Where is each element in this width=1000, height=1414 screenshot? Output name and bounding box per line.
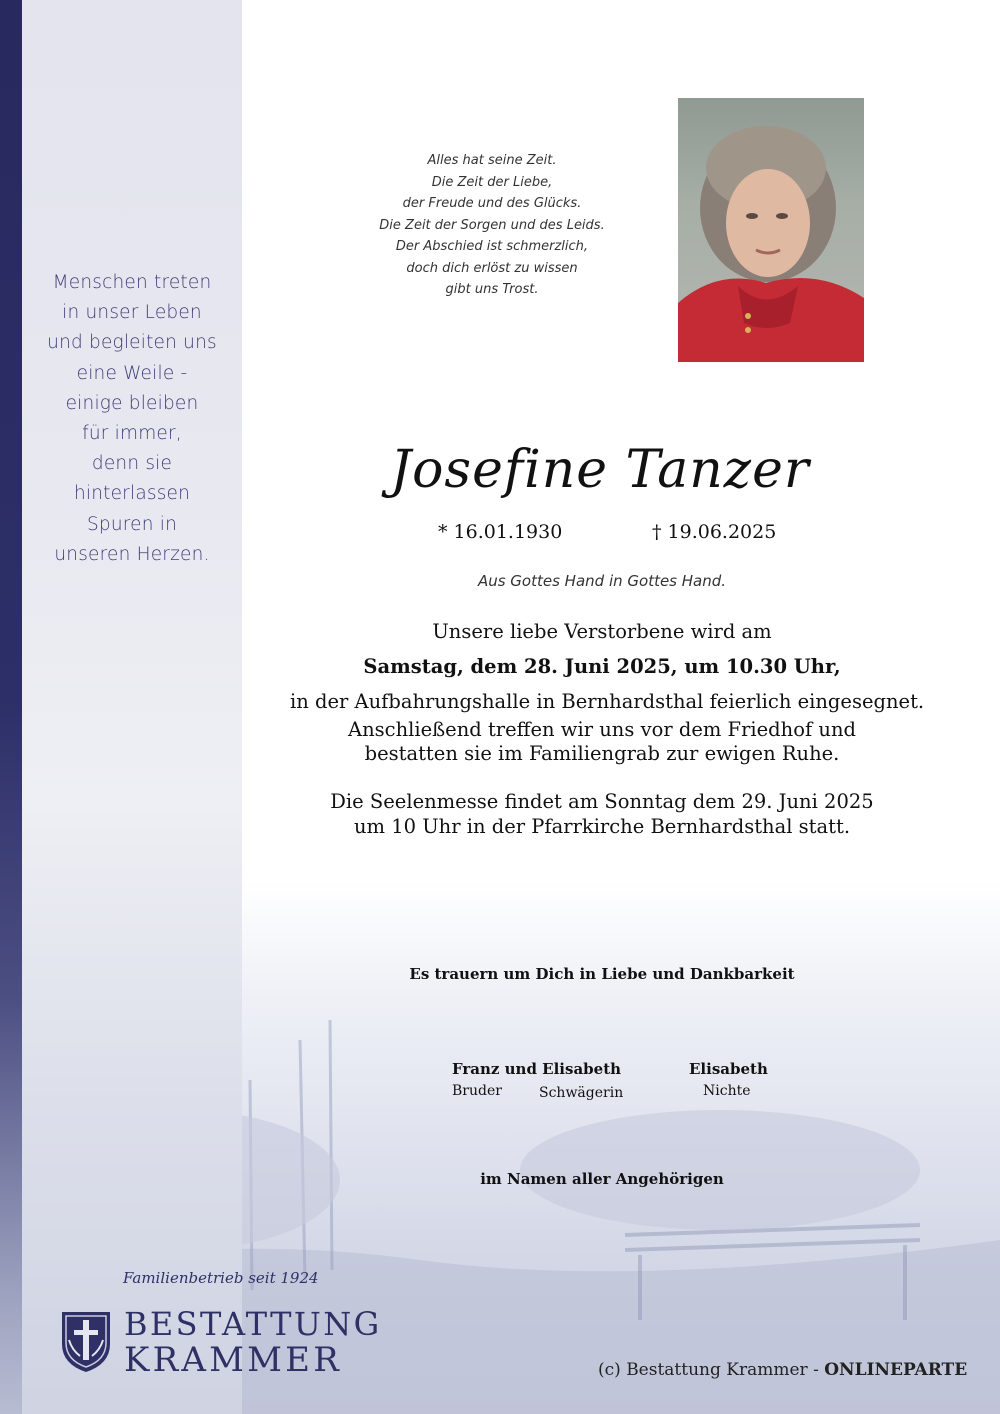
announcement-line: in der Aufbahrungshalle in Bernhardsthal feierlich eingesegnet.: [290, 690, 925, 713]
quote: [322, 150, 662, 301]
left-side-band: [0, 0, 242, 1414]
company-name-line2: KRAMMER: [124, 1340, 342, 1380]
onlineparte-label: ONLINEPARTE: [824, 1360, 968, 1380]
announcement-line: Unsere liebe Verstorbene wird am: [432, 620, 772, 643]
side-poem-line: Spuren in: [86, 513, 178, 535]
announcement-date-line: Samstag, dem 28. Juni 2025, um 10.30 Uhr,: [363, 655, 841, 678]
bestattung-krammer-logo-icon: [60, 1310, 112, 1374]
side-poem-line: denn sie: [91, 453, 173, 475]
side-poem: [30, 268, 234, 570]
mass-line: Die Seelenmesse findet am Sonntag dem 29. Juni 2025: [330, 790, 874, 813]
quote-line: Die Zeit der Sorgen und des Leids.: [379, 217, 605, 233]
mourner-relation: Bruder: [452, 1083, 502, 1099]
mourners-heading: Es trauern um Dich in Liebe und Dankbarkeit: [409, 965, 795, 983]
quote-line: Alles hat seine Zeit.: [427, 153, 557, 168]
company-name-line1: BESTATTUNG: [124, 1305, 382, 1343]
quote-line: der Freude und des Glücks.: [402, 196, 582, 211]
motto: Aus Gottes Hand in Gottes Hand.: [477, 572, 727, 590]
side-poem-line: unseren Herzen.: [54, 543, 210, 565]
side-poem-line: für immer,: [82, 423, 182, 445]
announcement-line: bestatten sie im Familiengrab zur ewigen Ruhe.: [364, 742, 840, 765]
side-poem-line: und begleiten uns: [47, 332, 217, 354]
birth-date: * 16.01.1930: [438, 521, 563, 543]
deceased-name: Josefine Tanzer: [390, 440, 810, 500]
side-poem-line: einige bleiben: [65, 392, 199, 414]
quote-line: Der Abschied ist schmerzlich,: [395, 239, 589, 254]
death-date: † 19.06.2025: [652, 521, 777, 543]
announcement-line: Anschließend treffen wir uns vor dem Friedhof und: [348, 718, 856, 741]
mourner-relation: Nichte: [703, 1083, 751, 1099]
quote-line: Die Zeit der Liebe,: [431, 174, 553, 190]
mourner-name: Franz und Elisabeth: [452, 1060, 622, 1078]
side-poem-line: hinterlassen: [73, 483, 191, 505]
side-poem-line: Menschen treten: [52, 272, 212, 293]
quote-line: doch dich erlöst zu wissen: [406, 260, 578, 276]
mass-line: um 10 Uhr in der Pfarrkirche Bernhardsthal statt.: [353, 815, 851, 838]
side-poem-line: eine Weile -: [76, 362, 188, 384]
left-edge-strip: [0, 0, 22, 1414]
mourner-relation: Schwägerin: [539, 1085, 624, 1101]
mourners-footer: im Namen aller Angehörigen: [480, 1170, 724, 1188]
copyright-notice: [598, 1360, 967, 1380]
portrait-photo: [678, 98, 864, 362]
company-tagline: Familienbetrieb seit 1924: [123, 1269, 319, 1287]
quote-line: gibt uns Trost.: [445, 282, 539, 297]
mourner-name: Elisabeth: [689, 1060, 768, 1078]
side-poem-line: in unser Leben: [62, 302, 202, 324]
copyright-text: (c) Bestattung Krammer -: [598, 1360, 825, 1380]
